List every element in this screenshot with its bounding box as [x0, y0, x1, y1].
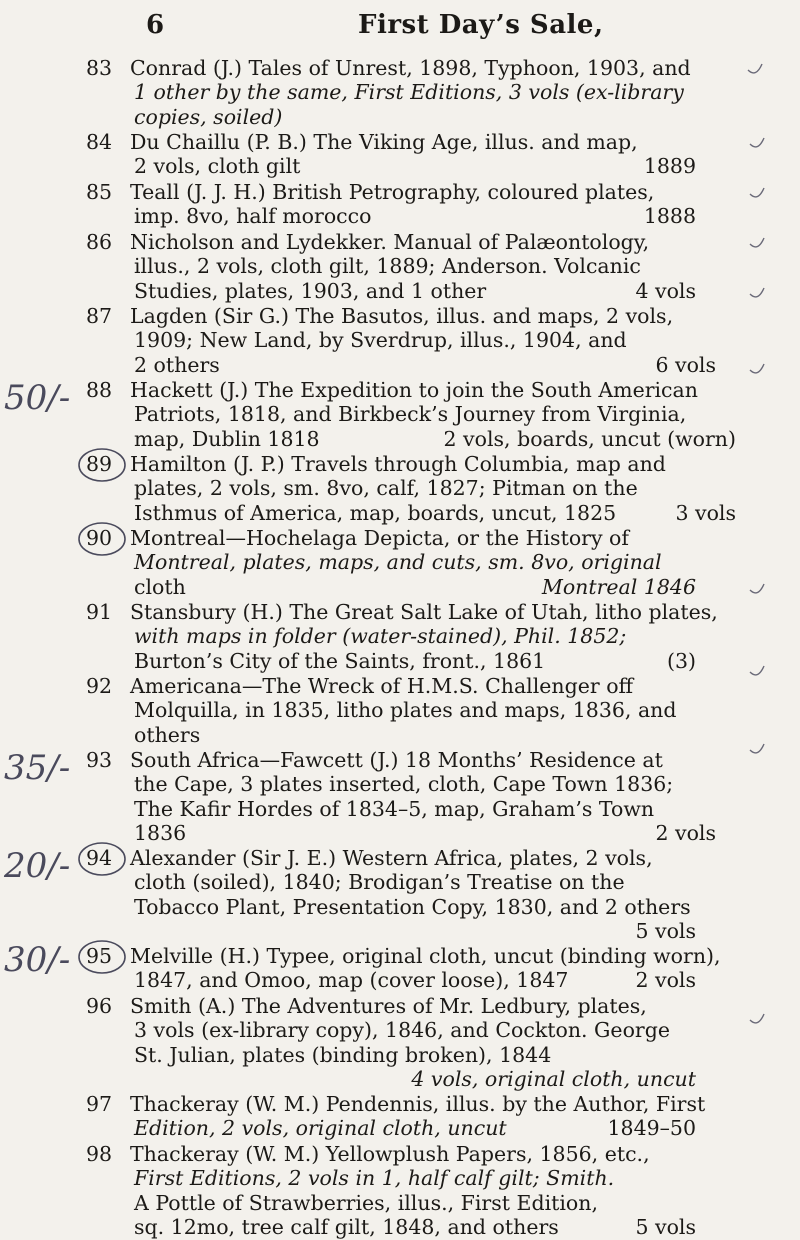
lot-line: Thackeray (W. M.) Pendennis, illus. by the Author, First — [130, 1092, 706, 1116]
lot-88 — [86, 378, 776, 451]
lot-87 — [86, 304, 776, 377]
margin-price-note: 30/- — [4, 940, 71, 980]
lot-volumes: 5 vols — [635, 919, 696, 944]
lot-line: Patriots, 1818, and Birkbeck’s Journey from Virginia, — [134, 402, 687, 427]
lot-95 — [86, 944, 776, 993]
lot-84 — [86, 130, 776, 179]
lot-line: 2 others — [134, 352, 220, 377]
page-header — [0, 8, 800, 48]
lot-92 — [86, 674, 776, 747]
lot-line: Studies, plates, 1903, and 1 other — [134, 278, 487, 303]
lot-line: Teall (J. J. H.) British Petrography, coloured plates, — [130, 180, 655, 204]
lot-line: A Pottle of Strawberries, illus., First Edition, — [134, 1190, 598, 1215]
lot-circle-mark — [76, 938, 128, 976]
lot-line: Conrad (J.) Tales of Unrest, 1898, Typhoon, 1903, and — [130, 56, 691, 80]
lot-line: Burton’s City of the Saints, front., 1861 — [134, 648, 546, 673]
lot-line: sq. 12mo, tree calf gilt, 1848, and others — [134, 1215, 559, 1240]
lot-line: Hamilton (J. P.) Travels through Columbia, map and — [130, 452, 666, 476]
lot-line: 3 vols (ex-library copy), 1846, and Cockton. George — [134, 1018, 670, 1043]
lot-volumes: 2 vols, boards, uncut (worn) — [443, 426, 736, 451]
lot-line: Hackett (J.) The Expedition to join the South American — [130, 378, 698, 402]
lot-89 — [86, 452, 776, 525]
lot-line: copies, soiled) — [134, 104, 283, 129]
lot-number: 95 — [86, 944, 113, 968]
lot-circle-mark — [76, 446, 128, 484]
lot-volumes: (3) — [666, 648, 696, 673]
lot-volumes: 5 vols — [635, 1215, 696, 1240]
lot-volumes: 4 vols, original cloth, uncut — [411, 1067, 696, 1092]
lot-date: 1889 — [643, 154, 696, 179]
lot-line: with maps in folder (water-stained), Phil. 1852; — [134, 624, 627, 649]
lot-number: 98 — [86, 1142, 113, 1166]
lot-line: cloth — [134, 574, 186, 599]
lot-86 — [86, 230, 776, 303]
lot-line: Tobacco Plant, Presentation Copy, 1830, and 2 others — [134, 894, 691, 919]
lot-volumes: 6 vols — [655, 352, 716, 377]
margin-price-note: 20/- — [4, 846, 71, 886]
lot-line: Lagden (Sir G.) The Basutos, illus. and maps, 2 vols, — [130, 304, 674, 328]
lot-line: 1909; New Land, by Sverdrup, illus., 1904, and — [134, 328, 627, 353]
lot-line: Montreal, plates, maps, and cuts, sm. 8vo, original — [134, 550, 662, 575]
lot-line: 2 vols, cloth gilt — [134, 154, 301, 179]
lot-line: 1836 — [134, 821, 187, 846]
lot-line: Americana—The Wreck of H.M.S. Challenger off — [130, 674, 634, 698]
lot-line: Isthmus of America, map, boards, uncut, 1825 — [134, 500, 617, 525]
lot-line: St. Julian, plates (binding broken), 1844 — [134, 1042, 552, 1067]
lot-number: 86 — [86, 230, 113, 254]
margin-price-note: 35/- — [4, 748, 71, 788]
lot-line: the Cape, 3 plates inserted, cloth, Cape Town 1836; — [134, 772, 674, 797]
page-number: 6 — [146, 10, 165, 40]
lot-90 — [86, 526, 776, 599]
running-head: First Day’s Sale, — [358, 10, 604, 40]
lot-line: Smith (A.) The Adventures of Mr. Ledbury, plates, — [130, 994, 647, 1018]
lot-number: 94 — [86, 846, 113, 870]
lot-97 — [86, 1092, 776, 1141]
lot-volumes: 2 vols — [635, 968, 696, 993]
lot-circle-mark — [76, 520, 128, 558]
lot-line: South Africa—Fawcett (J.) 18 Months’ Residence at — [130, 748, 663, 772]
lot-line: Melville (H.) Typee, original cloth, uncut (binding worn), — [130, 944, 721, 968]
lot-number: 88 — [86, 378, 113, 402]
lot-date: 1888 — [643, 204, 696, 229]
lot-line: cloth (soiled), 1840; Brodigan’s Treatise on the — [134, 870, 625, 895]
lot-96 — [86, 994, 776, 1092]
lot-line: plates, 2 vols, sm. 8vo, calf, 1827; Pitman on the — [134, 476, 638, 501]
lot-number: 93 — [86, 748, 113, 772]
lot-line: Molquilla, in 1835, litho plates and maps, 1836, and — [134, 698, 677, 723]
lot-line: illus., 2 vols, cloth gilt, 1889; Anderson. Volcanic — [134, 254, 641, 279]
lot-94 — [86, 846, 776, 944]
lot-line: Edition, 2 vols, original cloth, uncut — [134, 1116, 507, 1141]
lot-number: 83 — [86, 56, 113, 80]
lot-line: Alexander (Sir J. E.) Western Africa, plates, 2 vols, — [130, 846, 653, 870]
lot-number: 91 — [86, 600, 113, 624]
lot-line: 1 other by the same, First Editions, 3 vols (ex-library — [134, 80, 684, 105]
lot-line: The Kafir Hordes of 1834–5, map, Graham’s Town — [134, 796, 655, 821]
lot-number: 89 — [86, 452, 113, 476]
lot-line: Du Chaillu (P. B.) The Viking Age, illus. and map, — [130, 130, 638, 154]
lot-line: imp. 8vo, half morocco — [134, 204, 372, 229]
margin-price-note: 50/- — [4, 378, 71, 418]
lot-number: 92 — [86, 674, 113, 698]
lot-line: 1847, and Omoo, map (cover loose), 1847 — [134, 968, 569, 993]
lot-91 — [86, 600, 776, 673]
lot-line: others — [134, 722, 201, 747]
lot-93 — [86, 748, 776, 846]
lot-circle-mark — [76, 840, 128, 878]
lot-imprint: Montreal 1846 — [541, 574, 696, 599]
lot-98 — [86, 1142, 776, 1240]
lot-line: Stansbury (H.) The Great Salt Lake of Utah, litho plates, — [130, 600, 718, 624]
lot-number: 87 — [86, 304, 113, 328]
lot-number: 96 — [86, 994, 113, 1018]
lot-number: 84 — [86, 130, 113, 154]
lot-volumes: 4 vols — [635, 278, 696, 303]
lot-number: 85 — [86, 180, 113, 204]
lot-line: Nicholson and Lydekker. Manual of Palæontology, — [130, 230, 650, 254]
lot-date: 1849–50 — [607, 1116, 696, 1141]
lot-volumes: 2 vols — [655, 821, 716, 846]
lot-line: First Editions, 2 vols in 1, half calf gilt; Smith. — [134, 1166, 615, 1191]
lot-number: 97 — [86, 1092, 113, 1116]
margin-tick-mark — [742, 60, 782, 1060]
lot-85 — [86, 180, 776, 229]
lot-line: Thackeray (W. M.) Yellowplush Papers, 1856, etc., — [130, 1142, 650, 1166]
lot-line: map, Dublin 1818 — [134, 426, 320, 451]
lot-83 — [86, 56, 776, 129]
lot-volumes: 3 vols — [675, 500, 736, 525]
lot-number: 90 — [86, 526, 113, 550]
lot-line: Montreal—Hochelaga Depicta, or the History of — [130, 526, 629, 550]
